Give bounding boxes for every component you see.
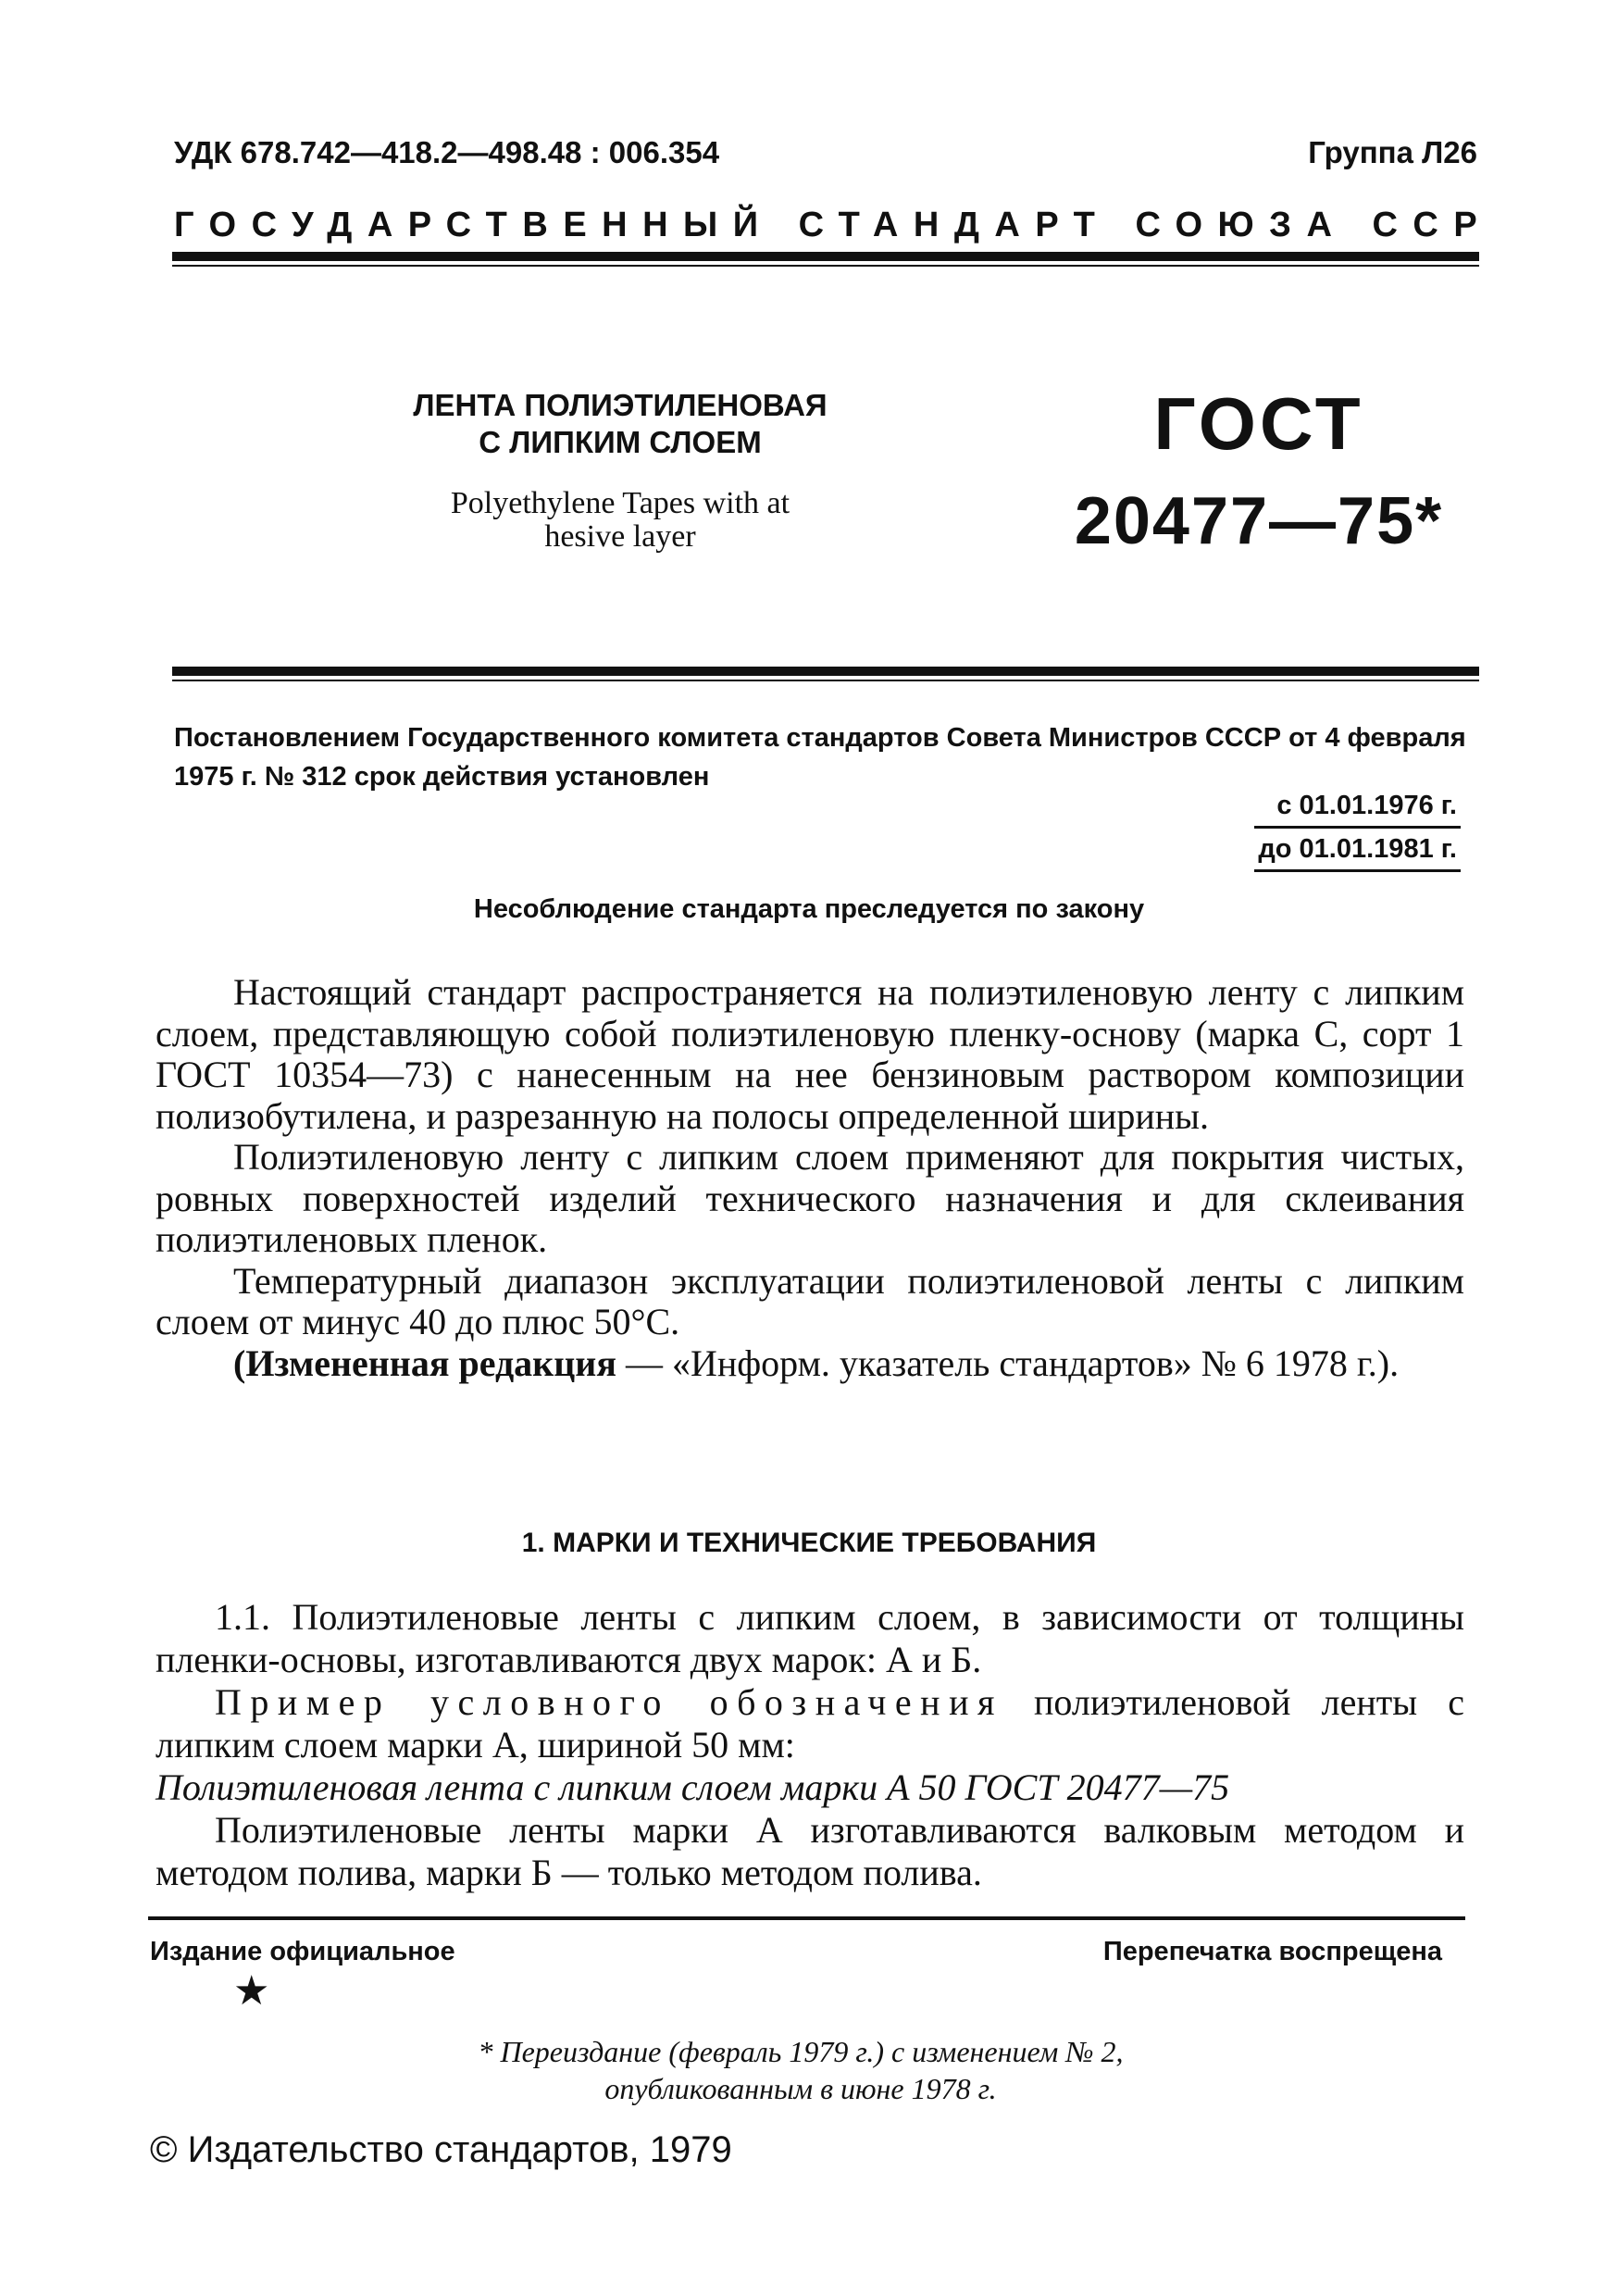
title-en-line2: hesive layer — [544, 519, 696, 554]
title-ru-line2: С ЛИПКИМ СЛОЕМ — [479, 425, 762, 459]
group-code: Группа Л26 — [1308, 135, 1477, 169]
reissue-footnote — [361, 2033, 1240, 2107]
reprint-notice: Перепечатка воспрещена — [1102, 1937, 1442, 1966]
title-ru-line1: ЛЕНТА ПОЛИЭТИЛЕНОВАЯ — [413, 388, 828, 422]
intro-paragraph-3: Температурный диапазон эксплуатации полиэтиленовой ленты с липким слоем от минус 40 до плюс 50°С. — [156, 1259, 1464, 1342]
valid-from: с 01.01.1976 г. — [1276, 791, 1457, 820]
footnote-line1: * Переиздание (февраль 1979 г.) с изменением № 2, — [478, 2035, 1124, 2068]
footnote-line2: опубликованным в июне 1978 г. — [604, 2072, 997, 2105]
example-lead: Пример условного обозначения — [215, 1681, 1003, 1723]
title-russian — [370, 387, 870, 461]
middle-rule-thin — [172, 680, 1479, 681]
title-en-line1: Polyethylene Tapes with at — [450, 486, 790, 520]
decree-text: Постановлением Государственного комитета стандартов Совета Министров СССР от 4 февраля 1975 г. № 312 срок действия установлен — [174, 723, 1466, 792]
publisher-copyright: © Издательство стандартов, 1979 — [150, 2129, 732, 2170]
introduction — [156, 972, 1464, 1384]
edition-label: Издание официальное — [150, 1937, 455, 1966]
intro-paragraph-1: Настоящий стандарт распространяется на полиэтиленовую ленту с липким слоем, представляющую собой полиэтиленовую пленку-основу (марка С, сорт 1 ГОСТ 10354—73) с нанесенным на нее бензиновым раствором композиции полизобутилена, и разрезанную на полосы определенной ширины. — [156, 971, 1464, 1137]
section-1-body — [156, 1596, 1464, 1894]
star-icon: ★ — [233, 1968, 270, 2014]
middle-rule-thick — [172, 667, 1479, 676]
title-english — [370, 487, 870, 554]
edit-note — [156, 1343, 1464, 1385]
validity-dates — [1254, 785, 1461, 872]
gost-label: ГОСТ — [1153, 382, 1364, 465]
valid-until: до 01.01.1981 г. — [1254, 826, 1461, 872]
edit-note-text: — «Информ. указатель стандартов» № 6 1978 г.). — [616, 1341, 1400, 1384]
gost-number: 20477—75* — [1074, 484, 1444, 558]
intro-paragraph-2: Полиэтиленовую ленту с липким слоем применяют для покрытия чистых, ровных поверхностей изделий технического назначения и для склеивания полиэтиленовых пленок. — [156, 1136, 1464, 1260]
designation-example: Полиэтиленовая лента с липким слоем марки А 50 ГОСТ 20477—75 — [156, 1766, 1230, 1808]
section-heading: 1. МАРКИ И ТЕХНИЧЕСКИЕ ТРЕБОВАНИЯ — [521, 1528, 1097, 1558]
legal-notice: Несоблюдение стандарта преследуется по закону — [473, 894, 1145, 924]
edit-note-label: (Измененная редакция — [233, 1341, 616, 1384]
top-rule-thick — [172, 252, 1479, 261]
bottom-rule — [148, 1916, 1465, 1920]
clause-1-1: 1.1. Полиэтиленовые ленты с липким слоем, в зависимости от толщины пленки-основы, изготавливаются двух марок: А и Б. — [156, 1596, 1464, 1680]
manufacturing-methods: Полиэтиленовые ленты марки А изготавливаются валковым методом и методом полива, марки Б — только методом полива. — [156, 1809, 1464, 1893]
state-standard-banner: ГОСУДАРСТВЕННЫЙ СТАНДАРТ СОЮЗА ССР — [174, 206, 1493, 244]
top-rule-thin — [172, 265, 1479, 267]
example-intro — [156, 1681, 1464, 1766]
example-rest: полиэтиленовой ленты с липким слоем марки А, шириной 50 мм: — [156, 1681, 1464, 1766]
udk-code: УДК 678.742—418.2—498.48 : 006.354 — [174, 135, 720, 169]
